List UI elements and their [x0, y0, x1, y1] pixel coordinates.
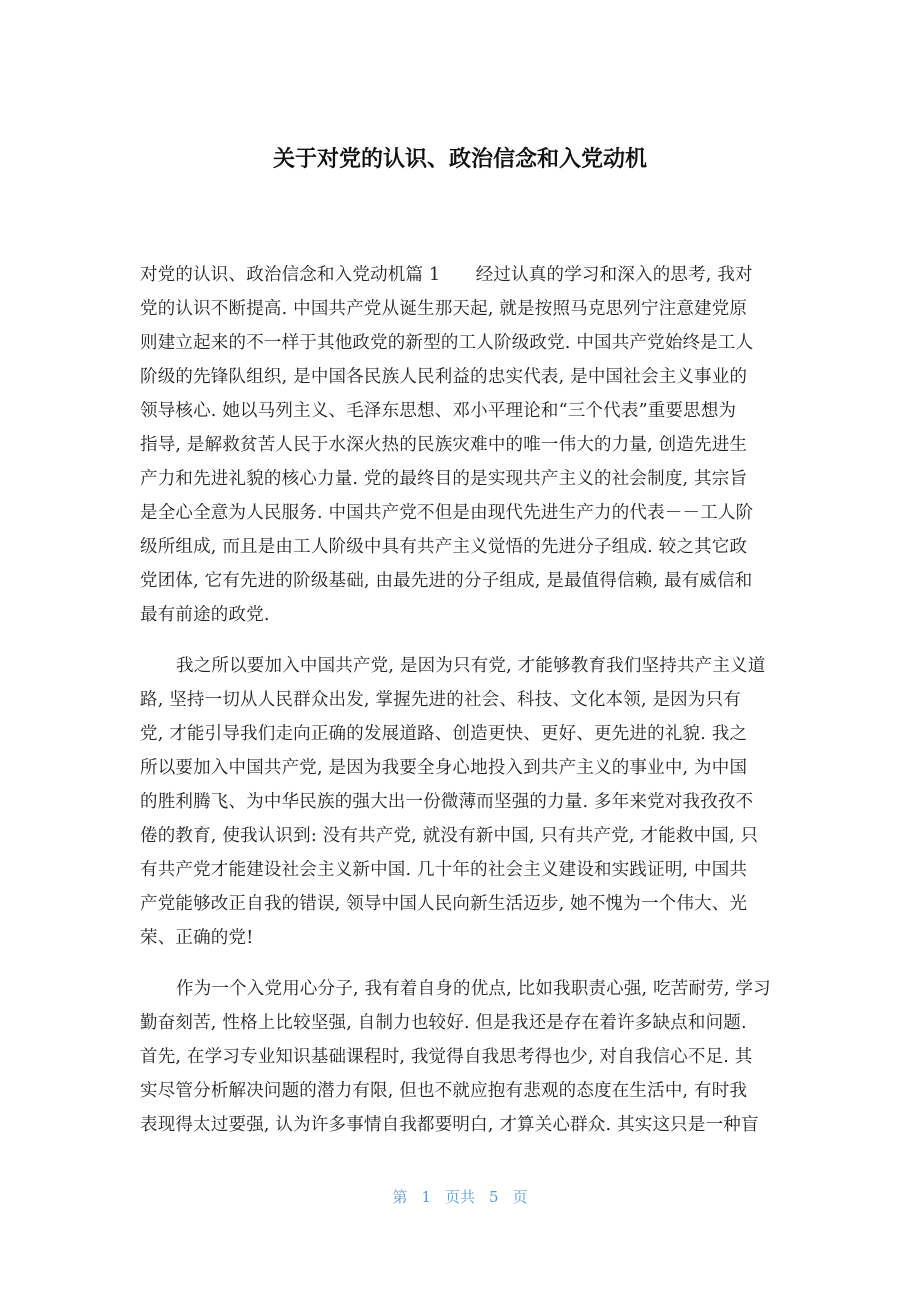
- page-footer: [0, 1186, 920, 1207]
- document-title: 关于对党的认识、政治信念和入党动机: [272, 147, 647, 172]
- text-line: 领导核心. 她以马列主义、毛泽东思想、邓小平理论和“三个代表”重要思想为: [140, 401, 737, 421]
- footer-suffix: 页: [512, 1188, 528, 1206]
- text-line: 所以要加入中国共产党, 是因为我要全身心地投入到共产主义的事业中, 为中国: [140, 758, 748, 778]
- text-line: 我之所以要加入中国共产党, 是因为只有党, 才能够教育我们坚持共产主义道: [176, 656, 766, 676]
- text-line: 勤奋刻苦, 性格上比较坚强, 自制力也较好. 但是我还是存在着许多缺点和问题.: [140, 1013, 747, 1033]
- text-line: 党, 才能引导我们走向正确的发展道路、创造更快、更好、更先进的礼貌. 我之: [140, 724, 748, 744]
- text-line: 党的认识不断提高. 中国共产党从诞生那天起, 就是按照马克思列宁注意建党原: [140, 299, 748, 319]
- paragraph: [140, 972, 788, 1142]
- text-line: 有共产党才能建设社会主义新中国. 几十年的社会主义建设和实践证明, 中国共: [140, 860, 748, 880]
- footer-middle: 页共: [444, 1188, 475, 1206]
- text-line: 产党能够改正自我的错误, 领导中国人民向新生活迈步, 她不愧为一个伟大、光: [140, 894, 748, 914]
- text-line: 最有前途的政党.: [140, 605, 270, 625]
- text-line: 路, 坚持一切从人民群众出发, 掌握先进的社会、科技、文化本领, 是因为只有: [140, 690, 741, 710]
- text-line: 级所组成, 而且是由工人阶级中具有共产主义觉悟的先进分子组成. 较之其它政: [140, 537, 748, 557]
- text-line: 指导, 是解救贫苦人民于水深火热的民族灾难中的唯一伟大的力量, 创造先进生: [140, 435, 748, 455]
- text-line: 的胜利腾飞、为中华民族的强大出一份微薄而坚强的力量. 多年来党对我孜孜不: [140, 792, 754, 812]
- paragraph: [140, 649, 788, 955]
- text-line: 作为一个入党用心分子, 我有着自身的优点, 比如我职责心强, 吃苦耐劳, 学习: [176, 979, 771, 999]
- text-line: 实尽管分析解决问题的潜力有限, 但也不就应抱有悲观的态度在生活中, 有时我: [140, 1081, 748, 1101]
- text-line: 产力和先进礼貌的核心力量. 党的最终目的是实现共产主义的社会制度, 其宗旨: [140, 469, 748, 489]
- text-line: 对党的认识、政治信念和入党动机篇 1 经过认真的学习和深入的思考, 我对: [140, 265, 753, 285]
- footer-prefix: 第: [392, 1188, 408, 1206]
- footer-page-number: 1: [421, 1188, 431, 1206]
- text-line: 阶级的先锋队组织, 是中国各民族人民利益的忠实代表, 是中国社会主义事业的: [140, 367, 748, 387]
- text-line: 荣、正确的党!: [140, 928, 254, 948]
- text-line: 是全心全意为人民服务. 中国共产党不但是由现代先进生产力的代表－－工人阶: [140, 503, 754, 523]
- paragraph: [140, 258, 788, 632]
- footer-total-pages: 5: [489, 1188, 499, 1206]
- text-line: 党团体, 它有先进的阶级基础, 由最先进的分子组成, 是最值得信赖, 最有威信和: [140, 571, 753, 591]
- text-line: 表现得太过要强, 认为许多事情自我都要明白, 才算关心群众. 其实这只是一种盲: [140, 1115, 759, 1135]
- text-line: 倦的教育, 使我认识到: 没有共产党, 就没有新中国, 只有共产党, 才能救中国, 只: [140, 826, 759, 846]
- text-line: 则建立起来的不一样于其他政党的新型的工人阶级政党. 中国共产党始终是工人: [140, 333, 754, 353]
- text-line: 首先, 在学习专业知识基础课程时, 我觉得自我思考得也少, 对自我信心不足. 其: [140, 1047, 753, 1067]
- document-body: [140, 258, 788, 1159]
